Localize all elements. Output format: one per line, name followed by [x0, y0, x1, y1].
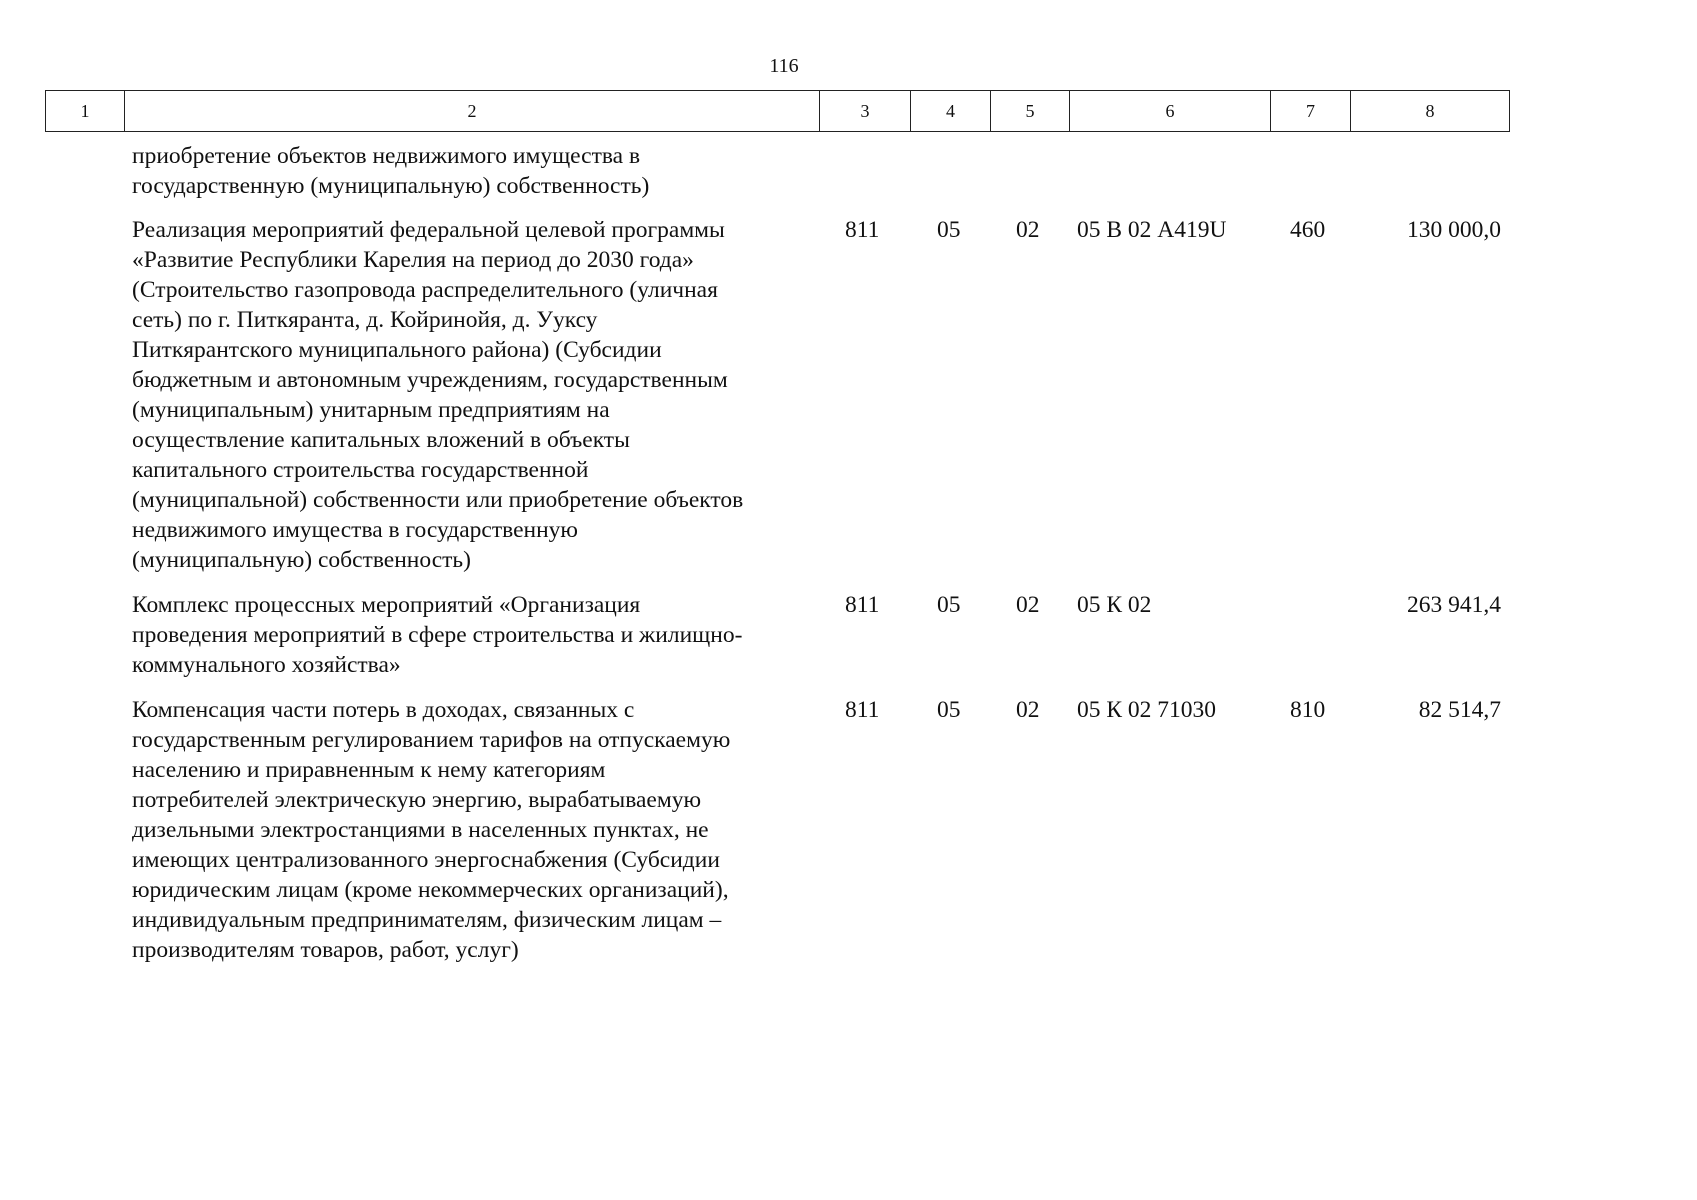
description-line: приобретение объектов недвижимого имущества в [132, 143, 641, 169]
page-number: 116 [769, 55, 799, 77]
description-line: осуществление капитальных вложений в объекты [132, 427, 630, 453]
cell-col3: 811 [845, 697, 880, 723]
description-line: производителям товаров, работ, услуг) [132, 937, 519, 963]
cell-col5: 02 [1016, 697, 1040, 723]
column-header-8: 8 [1351, 91, 1510, 132]
description-line: коммунального хозяйства» [132, 652, 401, 678]
cell-col4: 05 [937, 697, 961, 723]
cell-col8: 263 941,4 [1407, 592, 1501, 618]
description-line: «Развитие Республики Карелия на период до 2030 года» [132, 247, 694, 273]
cell-col6: 05 К 02 [1077, 592, 1152, 618]
description-line: имеющих централизованного энергоснабжения (Субсидии [132, 847, 720, 873]
row-description [132, 141, 822, 201]
description-line: проведения мероприятий в сфере строительства и жилищно- [132, 622, 743, 648]
cell-col5: 02 [1016, 217, 1040, 243]
description-line: бюджетным и автономным учреждениям, государственным [132, 367, 728, 393]
description-line: капитального строительства государственной [132, 457, 589, 483]
description-line: государственным регулированием тарифов на отпускаемую [132, 727, 731, 753]
description-line: Компенсация части потерь в доходах, связанных с [132, 697, 635, 723]
description-line: (муниципальную) собственность) [132, 547, 471, 573]
description-line: юридическим лицам (кроме некоммерческих организаций), [132, 877, 729, 903]
description-line: Комплекс процессных мероприятий «Организация [132, 592, 641, 618]
column-header-4: 4 [911, 91, 991, 132]
cell-col5: 02 [1016, 592, 1040, 618]
description-line: (муниципальным) унитарным предприятиям на [132, 397, 610, 423]
description-line: населению и приравненным к нему категориям [132, 757, 606, 783]
column-header-2: 2 [125, 91, 820, 132]
description-line: недвижимого имущества в государственную [132, 517, 578, 543]
cell-col6: 05 К 02 71030 [1077, 697, 1217, 723]
column-header-5: 5 [991, 91, 1070, 132]
description-line: индивидуальным предпринимателям, физическим лицам – [132, 907, 722, 933]
cell-col7: 810 [1290, 697, 1326, 723]
description-line: дизельными электростанциями в населенных пунктах, не [132, 817, 709, 843]
cell-col3: 811 [845, 217, 880, 243]
row-description [132, 215, 822, 575]
description-line: потребителей электрическую энергию, вырабатываемую [132, 787, 702, 813]
cell-col3: 811 [845, 592, 880, 618]
column-header-7: 7 [1271, 91, 1351, 132]
description-line: (муниципальной) собственности или приобретение объектов [132, 487, 744, 513]
cell-col8: 130 000,0 [1407, 217, 1501, 243]
description-line: Питкярантского муниципального района) (Субсидии [132, 337, 662, 363]
cell-col4: 05 [937, 217, 961, 243]
cell-col4: 05 [937, 592, 961, 618]
row-description [132, 590, 822, 680]
description-line: (Строительство газопровода распределительного (уличная [132, 277, 718, 303]
cell-col7: 460 [1290, 217, 1326, 243]
cell-col8: 82 514,7 [1418, 697, 1501, 723]
column-header-6: 6 [1070, 91, 1271, 132]
column-header-1: 1 [46, 91, 125, 132]
cell-col6: 05 В 02 А419U [1077, 217, 1227, 243]
description-line: Реализация мероприятий федеральной целевой программы [132, 217, 725, 243]
description-line: государственную (муниципальную) собственность) [132, 173, 650, 199]
column-header-3: 3 [820, 91, 911, 132]
row-description [132, 695, 822, 965]
description-line: сеть) по г. Питкяранта, д. Койринойя, д. Ууксу [132, 307, 598, 333]
